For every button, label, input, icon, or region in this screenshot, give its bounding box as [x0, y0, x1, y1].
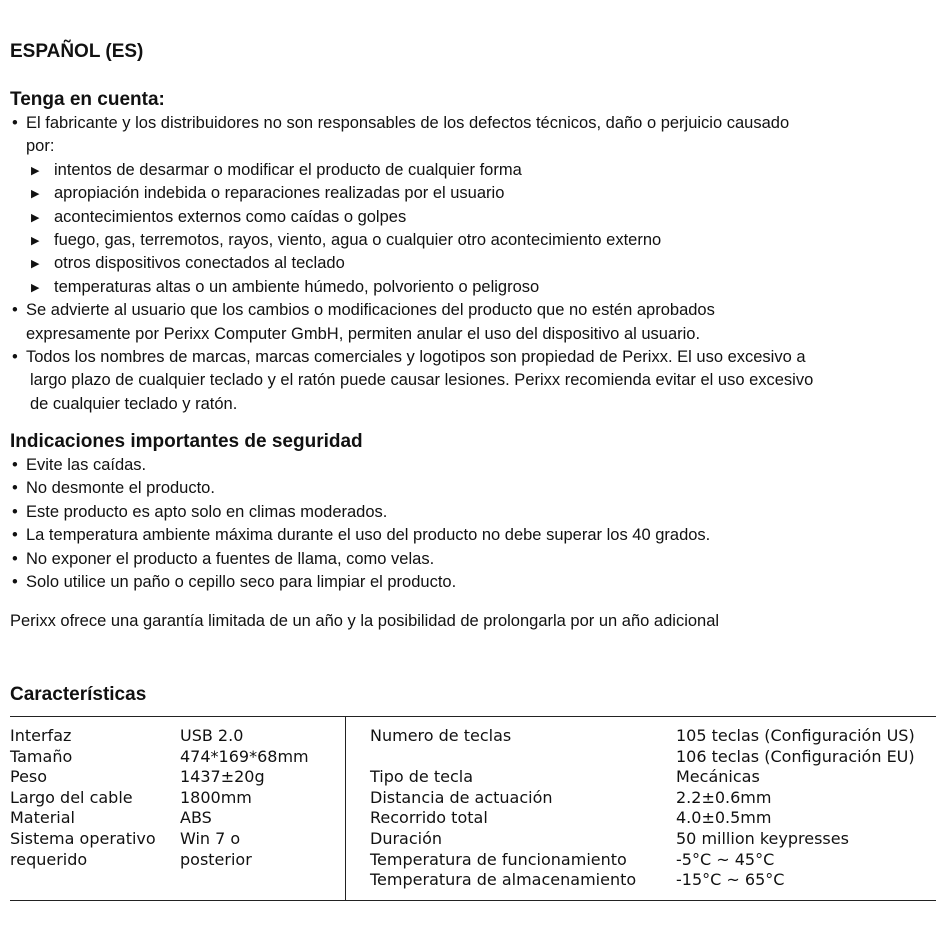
- spec-value: Mecánicas: [676, 767, 760, 787]
- notice-heading: Tenga en cuenta:: [10, 89, 165, 110]
- safety-item: • Evite las caídas.: [10, 454, 710, 477]
- bullet-icon: •: [12, 573, 18, 592]
- bullet-icon: •: [12, 549, 18, 568]
- notice-bullet-3-cont: largo plazo de cualquier teclado y el ratón puede causar lesiones. Perixx recomienda evitar el uso excesivo: [30, 371, 814, 390]
- safety-item: • No exponer el producto a fuentes de llama, como velas.: [10, 548, 710, 571]
- triangle-bullet-icon: ▶: [31, 211, 40, 224]
- safety-item: • Este producto es apto solo en climas moderados.: [10, 501, 710, 524]
- triangle-bullet-icon: ▶: [31, 281, 40, 294]
- spec-value: 50 million keypresses: [676, 828, 849, 848]
- triangle-bullet-icon: ▶: [31, 164, 40, 177]
- triangle-bullet-icon: ▶: [31, 188, 40, 201]
- notice-subitem: ▶ intentos de desarmar o modificar el producto de cualquier forma: [10, 159, 813, 182]
- spec-label: requerido: [10, 849, 88, 869]
- notice-section: [10, 89, 813, 416]
- spec-label: Recorrido total: [370, 808, 488, 828]
- notice-subitem: ▶ apropiación indebida o reparaciones realizadas por el usuario: [10, 182, 813, 205]
- spec-value: 1800mm: [180, 787, 252, 807]
- notice-bullet-1-cont: por:: [26, 137, 55, 156]
- bullet-icon: •: [12, 456, 18, 474]
- bullet-icon: •: [12, 479, 18, 498]
- spec-value: 2.2±0.6mm: [676, 787, 772, 807]
- safety-section: [10, 431, 710, 594]
- spec-label: Sistema operativo: [10, 828, 156, 848]
- table-divider: [345, 716, 346, 900]
- notice-subitem: ▶ acontecimientos externos como caídas o golpes: [10, 206, 813, 229]
- spec-value: 105 teclas (Configuración US): [676, 726, 915, 745]
- spec-label: Numero de teclas: [370, 726, 512, 745]
- spec-value: -15°C ~ 65°C: [676, 870, 785, 890]
- language-title: ESPAÑOL (ES): [10, 41, 144, 62]
- spec-value: -5°C ~ 45°C: [676, 849, 775, 869]
- spec-label: Temperatura de funcionamiento: [370, 849, 627, 869]
- table-top-rule: [10, 716, 936, 717]
- safety-item: • Solo utilice un paño o cepillo seco para limpiar el producto.: [10, 571, 710, 594]
- spec-label: Peso: [10, 767, 48, 787]
- safety-item: • No desmonte el producto.: [10, 477, 710, 500]
- safety-item: • La temperatura ambiente máxima durante el uso del producto no debe superar los 40 grados.: [10, 524, 710, 547]
- spec-label: Duración: [370, 828, 443, 848]
- spec-label: Material: [10, 808, 75, 828]
- triangle-bullet-icon: ▶: [31, 235, 40, 248]
- spec-labels-left: [10, 726, 156, 870]
- spec-value: USB 2.0: [180, 726, 244, 745]
- triangle-bullet-icon: ▶: [31, 258, 40, 271]
- notice-bullet-2-cont: expresamente por Perixx Computer GmbH, permiten anular el uso del dispositivo al usuario.: [26, 324, 701, 343]
- notice-subitem: ▶ otros dispositivos conectados al teclado: [10, 252, 813, 275]
- spec-value: 4.0±0.5mm: [676, 808, 772, 828]
- spec-label: Tipo de tecla: [370, 767, 474, 787]
- spec-labels-right: [370, 726, 636, 891]
- notice-subitem: ▶ fuego, gas, terremotos, rayos, viento, agua o cualquier otro acontecimiento externo: [10, 229, 813, 252]
- spec-values-right: [676, 726, 915, 891]
- notice-subitem: ▶ temperaturas altas o un ambiente húmedo, polvoriento o peligroso: [10, 276, 813, 299]
- spec-values-left: [180, 726, 309, 870]
- spec-label: Tamaño: [10, 746, 73, 766]
- bullet-icon: •: [12, 348, 18, 367]
- bullet-icon: •: [12, 526, 18, 545]
- bullet-icon: •: [12, 502, 18, 521]
- spec-label: Largo del cable: [10, 787, 133, 807]
- spec-label: Temperatura de almacenamiento: [370, 870, 637, 890]
- spec-value: 106 teclas (Configuración EU): [676, 746, 915, 766]
- spec-value: posterior: [180, 849, 252, 869]
- spec-value: Win 7 o: [180, 828, 241, 848]
- features-heading: Características: [10, 684, 147, 705]
- notice-bullet-3-cont: de cualquier teclado y ratón.: [30, 394, 238, 413]
- spec-label: [370, 747, 636, 768]
- spec-value: 1437±20g: [180, 767, 265, 787]
- notice-bullet-1: • El fabricante y los distribuidores no son responsables de los defectos técnicos, daño o perjuicio causado: [10, 112, 813, 135]
- spec-label: Distancia de actuación: [370, 787, 553, 807]
- warranty-text: Perixx ofrece una garantía limitada de un año y la posibilidad de prolongarla por un año adicional: [10, 612, 720, 630]
- spec-value: ABS: [180, 808, 212, 828]
- safety-heading: Indicaciones importantes de seguridad: [10, 431, 363, 452]
- notice-bullet-3: • Todos los nombres de marcas, marcas comerciales y logotipos son propiedad de Perixx. El uso excesivo a: [10, 346, 813, 369]
- notice-bullet-2: • Se advierte al usuario que los cambios o modificaciones del producto que no estén aprobados: [10, 299, 813, 322]
- spec-label: Interfaz: [10, 726, 72, 745]
- bullet-icon: •: [12, 114, 18, 132]
- table-bottom-rule: [10, 900, 936, 901]
- bullet-icon: •: [12, 301, 18, 320]
- spec-value: 474*169*68mm: [180, 746, 309, 766]
